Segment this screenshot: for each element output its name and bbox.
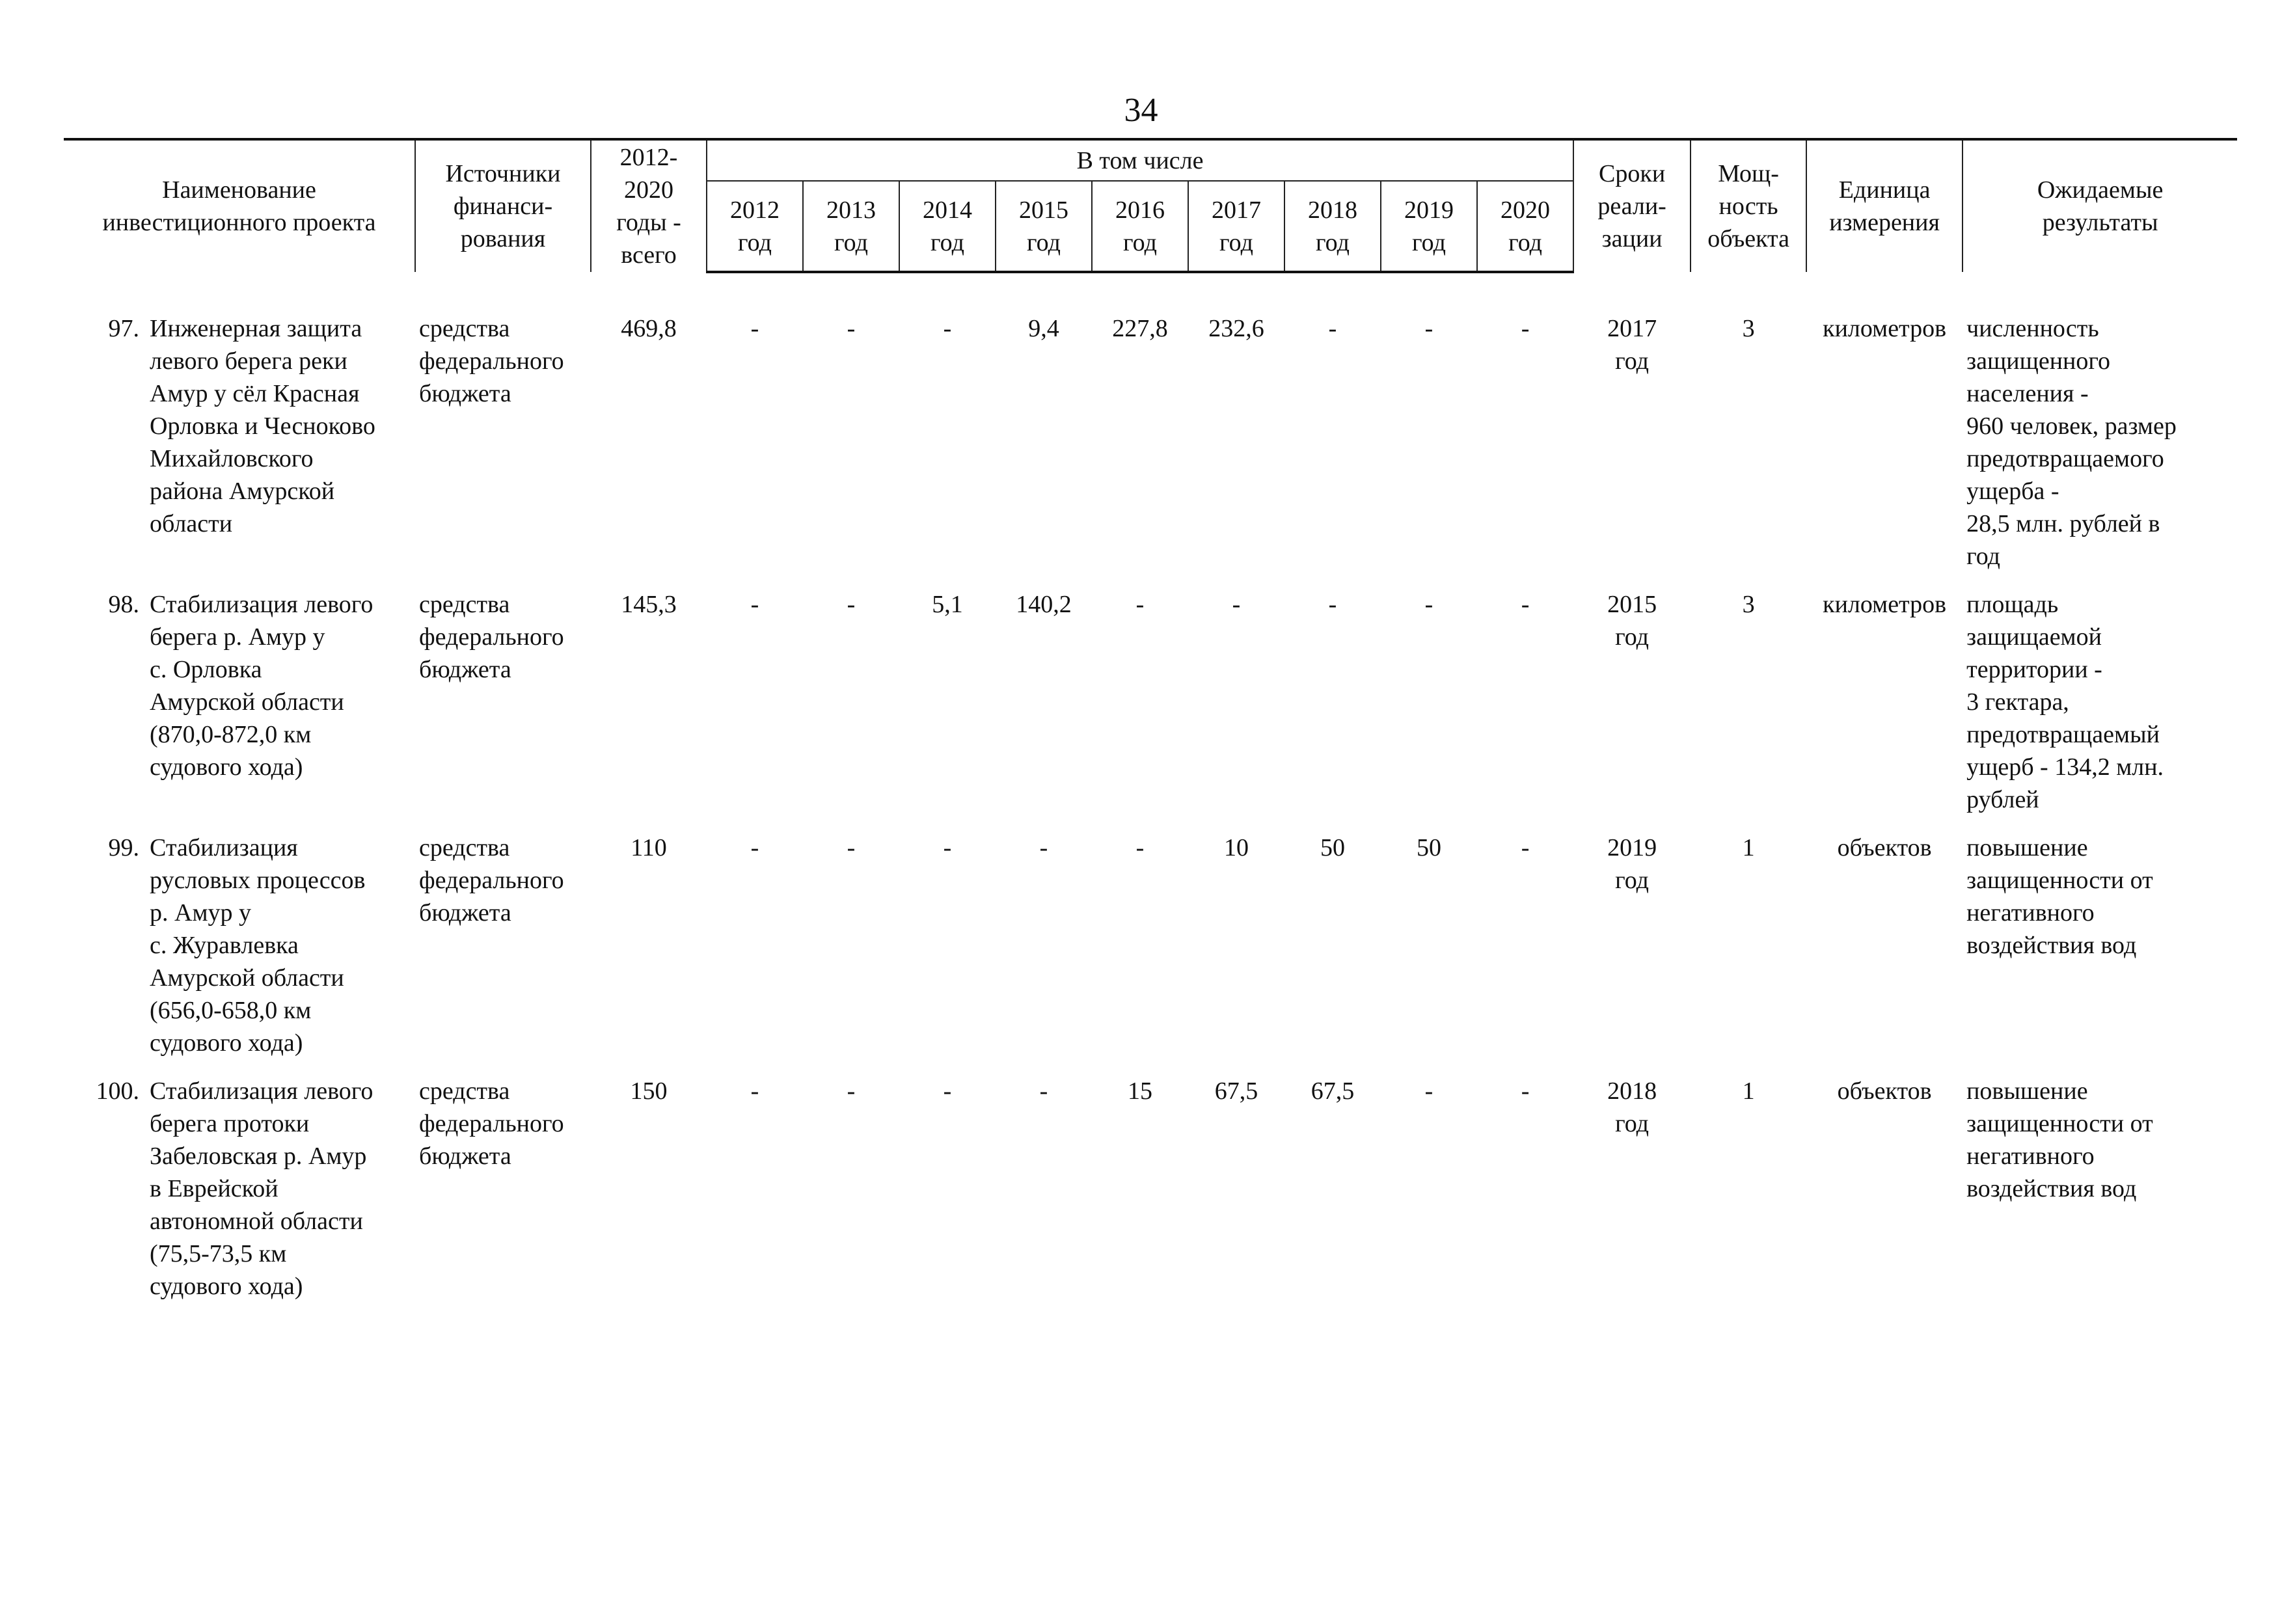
year-value-2020: - [1521,1077,1530,1105]
year-value-2013: - [847,315,856,342]
year-value-2016: - [1135,591,1145,618]
expected-result: площадь защищаемой территории - 3 гектара, предотвращаемый ущерб - 134,2 млн. рублей [1966,591,2164,813]
header-results: Ожидаемые результаты [1963,139,2237,272]
deadline: 2018 год [1607,1077,1657,1137]
header-year-2013: 2013 год [803,181,899,272]
investment-projects-table [64,138,2237,1318]
expected-result: повышение защищенности от негативного воздействия вод [1966,834,2153,959]
total-value: 110 [631,834,667,861]
year-value-2017: 232,6 [1208,315,1264,342]
funding-source: средства федерального бюджета [419,591,564,683]
header-year-2018: 2018 год [1284,181,1381,272]
year-value-2015: - [1039,834,1048,861]
year-value-2013: - [847,834,856,861]
page-number: 34 [1124,92,1158,129]
year-value-2020: - [1521,591,1530,618]
project-name: Инженерная защита левого берега реки Амур у сёл Красная Орловка и Чесноково Михайловского района Амурской области [150,315,375,537]
header-year-2019: 2019 год [1381,181,1477,272]
year-value-2017: - [1232,591,1241,618]
total-value: 145,3 [621,591,677,618]
table-row [64,832,2237,1075]
year-value-2019: - [1424,591,1433,618]
year-value-2019: - [1424,1077,1433,1105]
year-value-2013: - [847,1077,856,1105]
header-year-2016: 2016 год [1092,181,1188,272]
table-body [64,272,2237,1318]
header-including: В том числе [707,139,1573,181]
deadline: 2017 год [1607,315,1657,375]
expected-result: повышение защищенности от негативного воздействия вод [1966,1077,2153,1202]
header-sources: Источники финанси- рования [415,139,591,272]
year-value-2014: - [943,1077,952,1105]
year-value-2016: - [1135,834,1145,861]
year-value-2012: - [750,591,759,618]
row-number: 98. [108,591,139,618]
table-row [64,588,2237,832]
deadline: 2019 год [1607,834,1657,894]
project-name-cell [64,1075,415,1318]
project-name: Стабилизация русловых процессов р. Амур у с. Журавлевка Амурской области (656,0-658,0 км судового хода) [150,834,366,1057]
unit: километров [1823,315,1947,342]
header-year-2015: 2015 год [996,181,1092,272]
year-value-2018: - [1328,591,1337,618]
funding-source: средства федерального бюджета [419,1077,564,1170]
funding-source: средства федерального бюджета [419,834,564,927]
project-name: Стабилизация левого берега р. Амур у с. Орловка Амурской области (870,0-872,0 км судового хода) [150,591,374,781]
header-year-2020: 2020 год [1477,181,1573,272]
header-year-2012: 2012 год [707,181,803,272]
year-value-2017: 10 [1224,834,1249,861]
header-name: Наименование инвестиционного проекта [64,139,415,272]
year-value-2020: - [1521,834,1530,861]
project-name-cell [64,588,415,832]
unit: километров [1823,591,1947,618]
year-value-2019: 50 [1417,834,1441,861]
header-deadline: Сроки реали- зации [1573,139,1691,272]
header-unit: Единица измерения [1806,139,1963,272]
year-value-2016: 15 [1128,1077,1152,1105]
capacity: 1 [1742,1077,1755,1105]
project-name-cell [64,312,415,588]
total-value: 150 [630,1077,668,1105]
table-header [64,139,2237,272]
capacity: 1 [1742,834,1755,861]
year-value-2012: - [750,315,759,342]
year-value-2014: - [943,315,952,342]
year-value-2014: 5,1 [932,591,963,618]
year-value-2018: 50 [1320,834,1345,861]
row-number: 97. [108,315,139,342]
header-year-2017: 2017 год [1188,181,1284,272]
unit: объектов [1837,1077,1932,1105]
project-name-cell [64,832,415,1075]
year-value-2015: 9,4 [1028,315,1059,342]
year-value-2012: - [750,1077,759,1105]
year-value-2018: - [1328,315,1337,342]
table-row [64,1075,2237,1318]
year-value-2012: - [750,834,759,861]
deadline: 2015 год [1607,591,1657,651]
year-value-2018: 67,5 [1311,1077,1355,1105]
year-value-2015: 140,2 [1016,591,1072,618]
row-number: 99. [108,834,139,861]
table-row [64,312,2237,588]
unit: объектов [1837,834,1932,861]
year-value-2019: - [1424,315,1433,342]
header-spacer [64,272,2237,312]
header-capacity: Мощ- ность объекта [1691,139,1806,272]
year-value-2016: 227,8 [1112,315,1168,342]
project-name: Стабилизация левого берега протоки Забеловская р. Амур в Еврейской автономной области (75,5-73,5 км судового хода) [150,1077,374,1300]
year-value-2017: 67,5 [1214,1077,1258,1105]
header-year-2014: 2014 год [899,181,996,272]
expected-result: численность защищенного населения - 960 человек, размер предотвращаемого ущерба - 28,5 млн. рублей в год [1966,315,2177,570]
year-value-2015: - [1039,1077,1048,1105]
capacity: 3 [1742,591,1755,618]
header-total: 2012- 2020 годы - всего [591,139,707,272]
year-value-2014: - [943,834,952,861]
year-value-2013: - [847,591,856,618]
row-number: 100. [96,1077,139,1105]
capacity: 3 [1742,315,1755,342]
total-value: 469,8 [621,315,677,342]
year-value-2020: - [1521,315,1530,342]
funding-source: средства федерального бюджета [419,315,564,407]
